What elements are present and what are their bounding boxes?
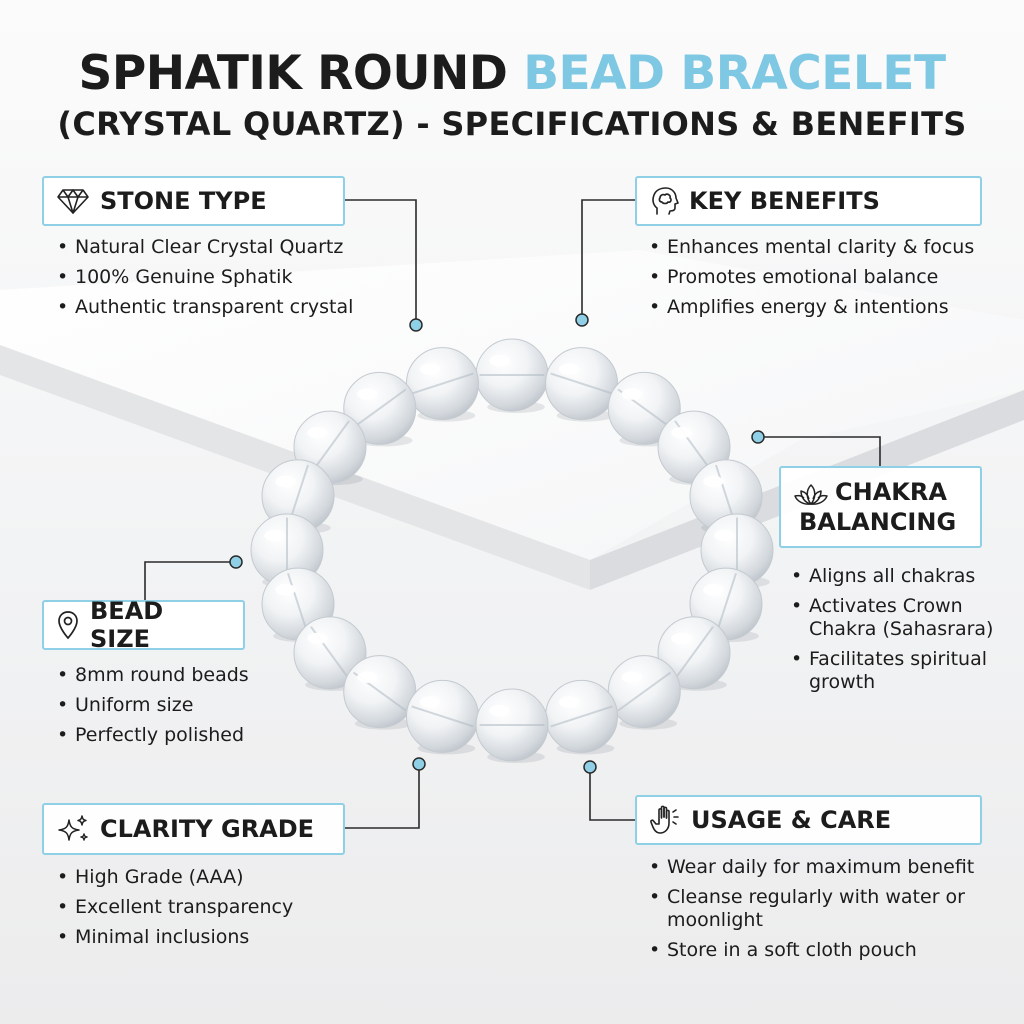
- list-item: • Aligns all chakras: [789, 565, 1014, 588]
- hand-icon: [649, 804, 681, 836]
- page-title: SPHATIK ROUND BEAD BRACELET: [78, 46, 946, 101]
- usage-care-list: [647, 856, 977, 969]
- bead: [344, 656, 416, 730]
- diamond-icon: [56, 187, 90, 215]
- list-item: • High Grade (AAA): [55, 866, 355, 889]
- bead: [406, 680, 478, 754]
- chakra-balancing-label: CHAKRA BALANCING: [779, 466, 982, 548]
- page-subtitle: (CRYSTAL QUARTZ) - SPECIFICATIONS & BENEFITS: [57, 105, 967, 143]
- list-item: • Natural Clear Crystal Quartz: [55, 236, 385, 259]
- bead-size-label: BEAD SIZE: [42, 600, 245, 650]
- list-item: • Facilitates spiritual growth: [789, 648, 1014, 694]
- head-brain-icon: [649, 186, 679, 216]
- list-item: • Excellent transparency: [55, 896, 355, 919]
- list-item: • Activates Crown Chakra (Sahasrara): [789, 595, 1014, 641]
- sparkles-icon: [56, 814, 90, 844]
- list-item: • Promotes emotional balance: [647, 266, 1007, 289]
- list-item: • Uniform size: [55, 694, 305, 717]
- bead: [608, 656, 680, 730]
- location-pin-icon: [56, 610, 80, 640]
- list-item: • Amplifies energy & intentions: [647, 296, 1007, 319]
- connector-bead-size: [145, 562, 236, 600]
- clarity-grade-list: [55, 866, 355, 956]
- chakra-balancing-list: [789, 565, 1014, 701]
- list-item: • Minimal inclusions: [55, 926, 355, 949]
- stone-type-label: STONE TYPE: [42, 176, 345, 226]
- key-benefits-label: KEY BENEFITS: [635, 176, 982, 226]
- usage-care-label: USAGE & CARE: [635, 795, 982, 845]
- list-item: • Authentic transparent crystal: [55, 296, 385, 319]
- list-item: • 8mm round beads: [55, 664, 305, 687]
- connector-clarity: [345, 764, 419, 828]
- list-item: • Enhances mental clarity & focus: [647, 236, 1007, 259]
- list-item: • Store in a soft cloth pouch: [647, 939, 977, 962]
- lotus-icon: [793, 482, 829, 508]
- stone-type-list: [55, 236, 385, 326]
- list-item: • Cleanse regularly with water or moonlight: [647, 886, 977, 932]
- list-item: • Perfectly polished: [55, 724, 305, 747]
- bead: [546, 680, 618, 754]
- list-item: • 100% Genuine Sphatik: [55, 266, 385, 289]
- key-benefits-list: [647, 236, 1007, 326]
- list-item: • Wear daily for maximum benefit: [647, 856, 977, 879]
- bead: [476, 689, 548, 763]
- clarity-grade-label: CLARITY GRADE: [42, 803, 345, 855]
- connector-usage: [590, 767, 635, 820]
- bead-size-list: [55, 664, 305, 754]
